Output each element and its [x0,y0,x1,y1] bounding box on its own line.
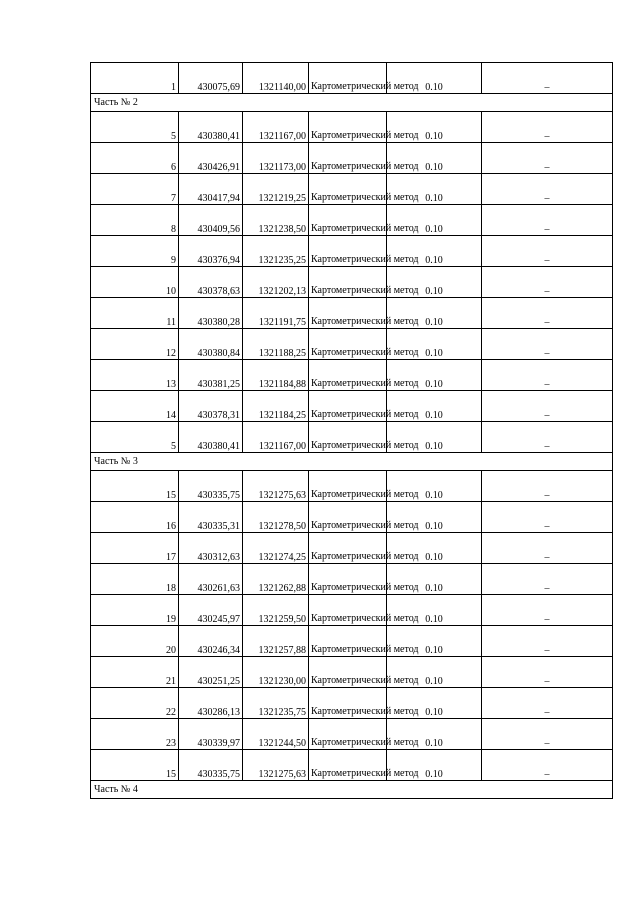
point-number-cell: 1 [91,63,179,94]
y-coordinate-cell: 1321202,13 [243,267,309,298]
table-row [91,143,613,174]
point-number-cell: 19 [91,595,179,626]
method-cell: Картометрический метод [309,750,387,781]
accuracy-cell: 0.10 [387,329,482,360]
point-number-cell: 10 [91,267,179,298]
coordinates-table [90,62,613,799]
table-row [91,422,613,453]
y-coordinate-cell: 1321274,25 [243,533,309,564]
accuracy-cell: 0.10 [387,688,482,719]
note-cell: – [482,657,613,688]
accuracy-cell: 0.10 [387,471,482,502]
y-coordinate-cell: 1321244,50 [243,719,309,750]
method-cell: Картометрический метод [309,329,387,360]
table-row [91,329,613,360]
y-coordinate-cell: 1321219,25 [243,174,309,205]
y-coordinate-cell: 1321262,88 [243,564,309,595]
x-coordinate-cell: 430409,56 [179,205,243,236]
point-number-cell: 16 [91,502,179,533]
method-cell: Картометрический метод [309,63,387,94]
y-coordinate-cell: 1321235,75 [243,688,309,719]
x-coordinate-cell: 430245,97 [179,595,243,626]
x-coordinate-cell: 430251,25 [179,657,243,688]
method-cell: Картометрический метод [309,236,387,267]
table-row [91,533,613,564]
y-coordinate-cell: 1321278,50 [243,502,309,533]
section-row [91,94,613,112]
y-coordinate-cell: 1321184,88 [243,360,309,391]
point-number-cell: 15 [91,471,179,502]
table-row [91,174,613,205]
note-cell: – [482,719,613,750]
method-cell: Картометрический метод [309,422,387,453]
x-coordinate-cell: 430378,63 [179,267,243,298]
note-cell: – [482,391,613,422]
table-row [91,205,613,236]
point-number-cell: 8 [91,205,179,236]
y-coordinate-cell: 1321167,00 [243,422,309,453]
x-coordinate-cell: 430376,94 [179,236,243,267]
x-coordinate-cell: 430380,28 [179,298,243,329]
note-cell: – [482,626,613,657]
y-coordinate-cell: 1321188,25 [243,329,309,360]
accuracy-cell: 0.10 [387,63,482,94]
y-coordinate-cell: 1321167,00 [243,112,309,143]
accuracy-cell: 0.10 [387,564,482,595]
y-coordinate-cell: 1321173,00 [243,143,309,174]
table-row [91,626,613,657]
method-cell: Картометрический метод [309,391,387,422]
x-coordinate-cell: 430335,75 [179,471,243,502]
note-cell: – [482,236,613,267]
table-row [91,750,613,781]
note-cell: – [482,360,613,391]
method-cell: Картометрический метод [309,471,387,502]
table-row [91,63,613,94]
method-cell: Картометрический метод [309,298,387,329]
note-cell: – [482,298,613,329]
point-number-cell: 20 [91,626,179,657]
y-coordinate-cell: 1321257,88 [243,626,309,657]
section-label: Часть № 3 [91,453,613,471]
x-coordinate-cell: 430381,25 [179,360,243,391]
method-cell: Картометрический метод [309,564,387,595]
accuracy-cell: 0.10 [387,422,482,453]
note-cell: – [482,143,613,174]
x-coordinate-cell: 430380,41 [179,422,243,453]
note-cell: – [482,595,613,626]
point-number-cell: 22 [91,688,179,719]
accuracy-cell: 0.10 [387,205,482,236]
note-cell: – [482,63,613,94]
point-number-cell: 14 [91,391,179,422]
section-label: Часть № 4 [91,781,613,799]
point-number-cell: 7 [91,174,179,205]
method-cell: Картометрический метод [309,174,387,205]
accuracy-cell: 0.10 [387,391,482,422]
accuracy-cell: 0.10 [387,267,482,298]
note-cell: – [482,422,613,453]
table-row [91,657,613,688]
note-cell: – [482,502,613,533]
point-number-cell: 23 [91,719,179,750]
table-row [91,502,613,533]
note-cell: – [482,112,613,143]
table-row [91,298,613,329]
section-label: Часть № 2 [91,94,613,112]
method-cell: Картометрический метод [309,143,387,174]
point-number-cell: 6 [91,143,179,174]
table-row [91,688,613,719]
accuracy-cell: 0.10 [387,719,482,750]
method-cell: Картометрический метод [309,657,387,688]
point-number-cell: 17 [91,533,179,564]
method-cell: Картометрический метод [309,502,387,533]
x-coordinate-cell: 430312,63 [179,533,243,564]
point-number-cell: 13 [91,360,179,391]
accuracy-cell: 0.10 [387,236,482,267]
method-cell: Картометрический метод [309,533,387,564]
accuracy-cell: 0.10 [387,360,482,391]
y-coordinate-cell: 1321191,75 [243,298,309,329]
table-row [91,471,613,502]
point-number-cell: 11 [91,298,179,329]
y-coordinate-cell: 1321275,63 [243,471,309,502]
note-cell: – [482,205,613,236]
method-cell: Картометрический метод [309,626,387,657]
y-coordinate-cell: 1321259,50 [243,595,309,626]
y-coordinate-cell: 1321230,00 [243,657,309,688]
x-coordinate-cell: 430335,75 [179,750,243,781]
x-coordinate-cell: 430426,91 [179,143,243,174]
point-number-cell: 9 [91,236,179,267]
note-cell: – [482,267,613,298]
x-coordinate-cell: 430075,69 [179,63,243,94]
note-cell: – [482,471,613,502]
x-coordinate-cell: 430378,31 [179,391,243,422]
table-row [91,267,613,298]
method-cell: Картометрический метод [309,205,387,236]
point-number-cell: 5 [91,422,179,453]
point-number-cell: 21 [91,657,179,688]
table-row [91,564,613,595]
accuracy-cell: 0.10 [387,502,482,533]
x-coordinate-cell: 430246,34 [179,626,243,657]
x-coordinate-cell: 430261,63 [179,564,243,595]
method-cell: Картометрический метод [309,719,387,750]
y-coordinate-cell: 1321235,25 [243,236,309,267]
accuracy-cell: 0.10 [387,112,482,143]
section-row [91,453,613,471]
method-cell: Картометрический метод [309,595,387,626]
accuracy-cell: 0.10 [387,298,482,329]
x-coordinate-cell: 430335,31 [179,502,243,533]
x-coordinate-cell: 430380,84 [179,329,243,360]
table-row [91,112,613,143]
accuracy-cell: 0.10 [387,533,482,564]
note-cell: – [482,533,613,564]
y-coordinate-cell: 1321238,50 [243,205,309,236]
accuracy-cell: 0.10 [387,143,482,174]
point-number-cell: 5 [91,112,179,143]
x-coordinate-cell: 430417,94 [179,174,243,205]
method-cell: Картометрический метод [309,112,387,143]
point-number-cell: 18 [91,564,179,595]
method-cell: Картометрический метод [309,360,387,391]
table-row [91,360,613,391]
point-number-cell: 15 [91,750,179,781]
accuracy-cell: 0.10 [387,750,482,781]
note-cell: – [482,688,613,719]
section-row [91,781,613,799]
note-cell: – [482,564,613,595]
y-coordinate-cell: 1321140,00 [243,63,309,94]
coordinates-table-body [91,63,613,799]
method-cell: Картометрический метод [309,688,387,719]
x-coordinate-cell: 430380,41 [179,112,243,143]
note-cell: – [482,750,613,781]
y-coordinate-cell: 1321275,63 [243,750,309,781]
table-row [91,719,613,750]
accuracy-cell: 0.10 [387,626,482,657]
accuracy-cell: 0.10 [387,174,482,205]
table-row [91,391,613,422]
accuracy-cell: 0.10 [387,657,482,688]
note-cell: – [482,329,613,360]
table-row [91,595,613,626]
x-coordinate-cell: 430339,97 [179,719,243,750]
point-number-cell: 12 [91,329,179,360]
x-coordinate-cell: 430286,13 [179,688,243,719]
method-cell: Картометрический метод [309,267,387,298]
note-cell: – [482,174,613,205]
accuracy-cell: 0.10 [387,595,482,626]
table-row [91,236,613,267]
y-coordinate-cell: 1321184,25 [243,391,309,422]
